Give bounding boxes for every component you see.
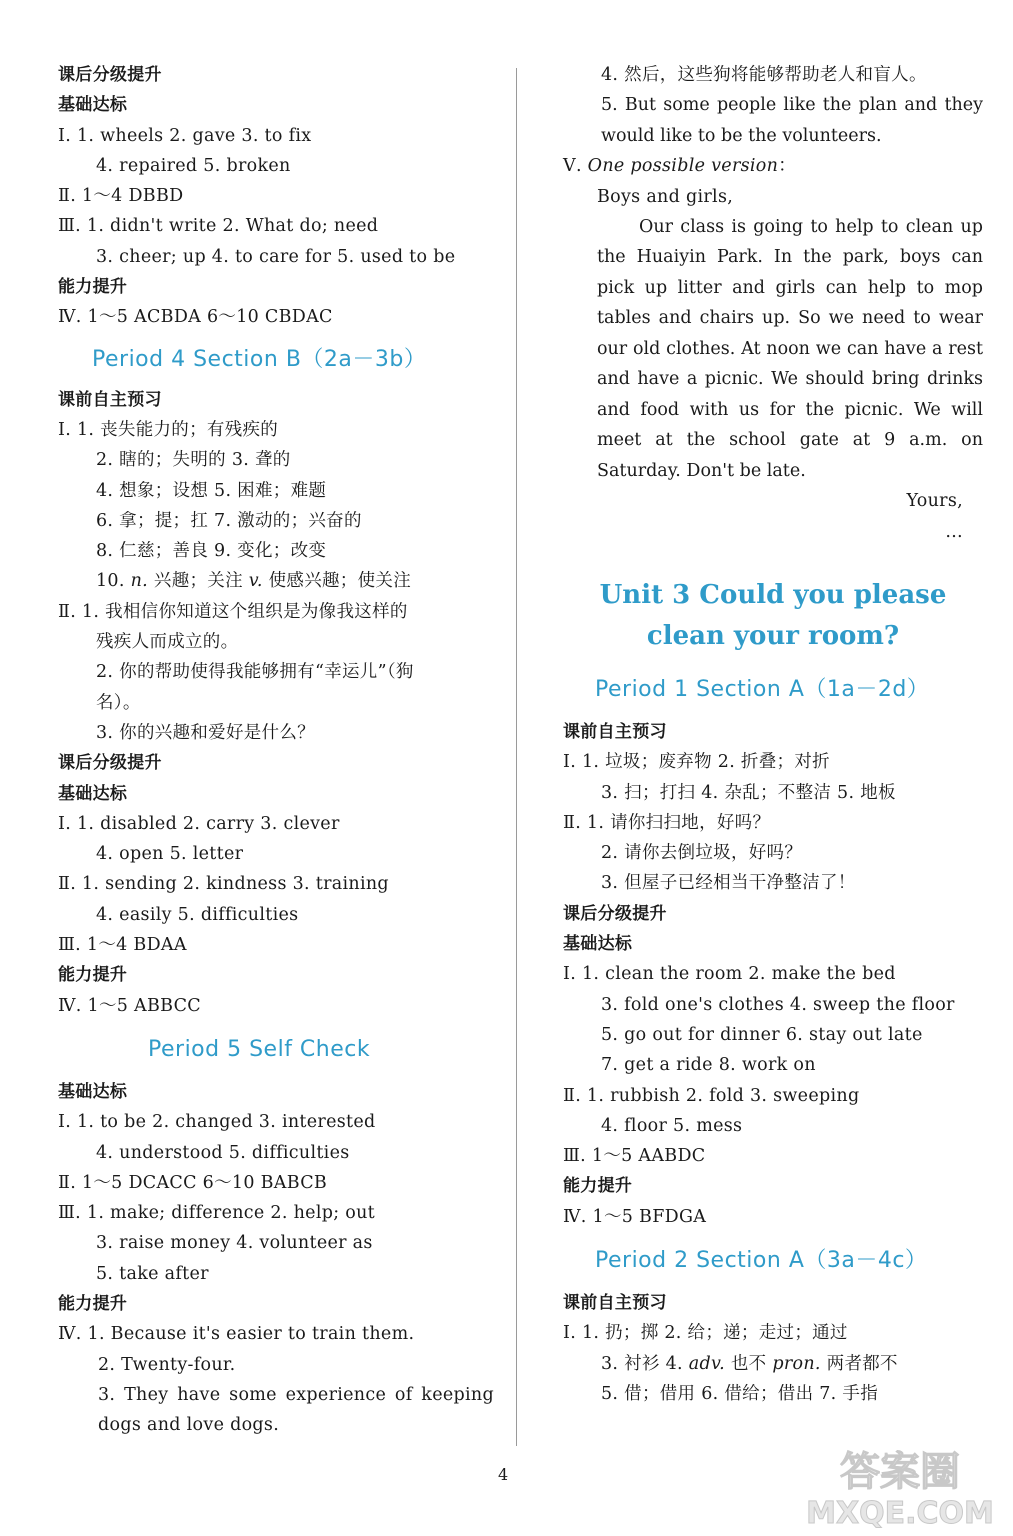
answer-line: Ⅳ. 1～5 ACBDA 6～10 CBDAC [58, 307, 333, 328]
letter-signature: … [945, 521, 963, 542]
answer-line: Ⅰ. 1. clean the room 2. make the bed [563, 964, 896, 985]
subsection-label: 基础达标 [58, 1081, 128, 1102]
section-label: 课前自主预习 [58, 389, 162, 410]
section-label: 课后分级提升 [58, 753, 162, 774]
answer-line: 3. They have some experience of keeping dogs and love dogs. [98, 1384, 494, 1436]
subsection-label: 能力提升 [563, 1176, 633, 1197]
answer-line: 4. 想象；设想 5. 困难；难题 [96, 480, 327, 501]
answer-line: Ⅰ. 1. disabled 2. carry 3. clever [58, 813, 340, 834]
column-divider [516, 68, 517, 1446]
subsection-label: 能力提升 [58, 1293, 128, 1314]
answer-line: 4. easily 5. difficulties [96, 904, 299, 925]
subsection-label: 基础达标 [58, 783, 128, 804]
answer-line: Ⅰ. 1. to be 2. changed 3. interested [58, 1112, 376, 1133]
answer-line: Ⅱ. 1. 我相信你知道这个组织是为像我这样的 [58, 601, 408, 622]
answer-line: 6. 拿；提；扛 7. 激动的；兴奋的 [96, 510, 362, 531]
subsection-label: 基础达标 [563, 934, 633, 955]
unit-title: clean your room? [646, 620, 900, 651]
answer-line: Ⅱ. 1～4 DBBD [58, 186, 184, 207]
unit-title: Unit 3 Could you please [599, 579, 947, 610]
answer-line: Ⅰ. 1. 扔；掷 2. 给；递；走过；通过 [563, 1323, 848, 1344]
answer-line: 2. 你的帮助使得我能够拥有“幸运儿”（狗 [96, 662, 414, 683]
period-heading: Period 4 Section B（2a－3b） [92, 346, 427, 372]
answer-line: 4. understood 5. difficulties [96, 1142, 350, 1163]
watermark-top-text: 答案圈 [840, 1449, 960, 1495]
answer-line: Ⅲ. 1～4 BDAA [58, 935, 187, 956]
answer-line: 名）。 [96, 692, 141, 713]
right-column [563, 60, 983, 1409]
subsection-label: 基础达标 [58, 95, 128, 116]
answer-line: 10. n. 兴趣；关注 v. 使感兴趣；使关注 [96, 571, 412, 592]
answer-line: Ⅳ. 1～5 ABBCC [58, 995, 202, 1016]
subsection-label: 能力提升 [58, 277, 128, 298]
period-heading: Period 2 Section A（3a－4c） [595, 1248, 928, 1274]
answer-line: Ⅱ. 1. rubbish 2. fold 3. sweeping [563, 1085, 860, 1106]
answer-line: Ⅱ. 1. 请你扫扫地，好吗？ [563, 812, 771, 833]
left-column [58, 60, 494, 1441]
answer-line: 5. go out for dinner 6. stay out late [601, 1024, 923, 1045]
answer-line: Ⅰ. 1. 垃圾；废弃物 2. 折叠；对折 [563, 752, 830, 773]
answer-line: Ⅲ. 1～5 AABDC [563, 1146, 706, 1167]
letter-closing: Yours, [906, 491, 963, 512]
letter-body: Our class is going to help to clean up the Huaiyin Park. In the park, boys can pick up litter and girls can help to mop tables and chairs up. So we need to wear our old clothes. At noon we can have a rest and have a picnic. We should bring drinks and food with us for the picnic. We will meet at the school gate at 9 a.m. on Saturday. Don't be late. [597, 216, 983, 481]
answer-line: 4. 然后，这些狗将能够帮助老人和盲人。 [601, 65, 927, 85]
answer-line: 3. 衬衫 4. adv. 也不 pron. 两者都不 [601, 1353, 898, 1374]
subsection-label: 能力提升 [58, 965, 128, 986]
answer-line: Ⅱ. 1～5 DCACC 6～10 BABCB [58, 1172, 328, 1193]
answer-line: 3. fold one's clothes 4. sweep the floor [601, 994, 955, 1015]
answer-line: Ⅲ. 1. didn't write 2. What do; need [58, 216, 379, 237]
answer-line: 4. floor 5. mess [601, 1115, 743, 1136]
period-heading: Period 5 Self Check [148, 1036, 371, 1062]
answer-line: 5. take after [96, 1263, 209, 1284]
section-label: 课前自主预习 [563, 721, 667, 742]
answer-line: 3. 但屋子已经相当干净整洁了！ [601, 873, 856, 894]
letter-greeting: Boys and girls, [597, 186, 734, 207]
watermark-logo [800, 1440, 1005, 1530]
answer-line: 4. open 5. letter [96, 844, 244, 865]
answer-line: 3. raise money 4. volunteer as [96, 1233, 373, 1254]
answer-line: Ⅱ. 1. sending 2. kindness 3. training [58, 874, 389, 895]
answer-line: 7. get a ride 8. work on [601, 1055, 816, 1076]
answer-line: Ⅳ. 1～5 BFDGA [563, 1206, 707, 1227]
answer-line: 3. cheer; up 4. to care for 5. used to be [96, 246, 456, 267]
answer-line: 2. 请你去倒垃圾，好吗？ [601, 843, 803, 864]
answer-line: 3. 你的兴趣和爱好是什么？ [96, 722, 315, 743]
section-label: 课后分级提升 [58, 65, 162, 85]
answer-line: Ⅰ. 1. wheels 2. gave 3. to fix [58, 125, 312, 146]
answer-line: Ⅴ. One possible version： [563, 156, 797, 177]
answer-line: 残疾人而成立的。 [96, 632, 239, 653]
answer-line: 3. 扫；打扫 4. 杂乱；不整洁 5. 地板 [601, 782, 896, 803]
answer-line: 5. 借；借用 6. 借给；借出 7. 手指 [601, 1383, 879, 1404]
answer-line: 2. Twenty-four. [98, 1354, 236, 1375]
answer-line: Ⅳ. 1. Because it's easier to train them. [58, 1324, 415, 1345]
answer-line: 4. repaired 5. broken [96, 155, 291, 176]
page-number: 4 [498, 1465, 509, 1484]
section-label: 课前自主预习 [563, 1293, 667, 1314]
period-heading: Period 1 Section A（1a－2d） [595, 676, 930, 702]
answer-line: 5. But some people like the plan and they would like to be the volunteers. [601, 95, 983, 146]
answer-line: 2. 瞎的；失明的 3. 聋的 [96, 450, 291, 471]
answer-line: 8. 仁慈；善良 9. 变化；改变 [96, 541, 327, 562]
section-label: 课后分级提升 [563, 903, 667, 924]
answer-line: Ⅰ. 1. 丧失能力的；有残疾的 [58, 419, 279, 440]
answer-line: Ⅲ. 1. make; difference 2. help; out [58, 1203, 376, 1224]
watermark-bottom-text: MXQE.COM [806, 1496, 994, 1530]
